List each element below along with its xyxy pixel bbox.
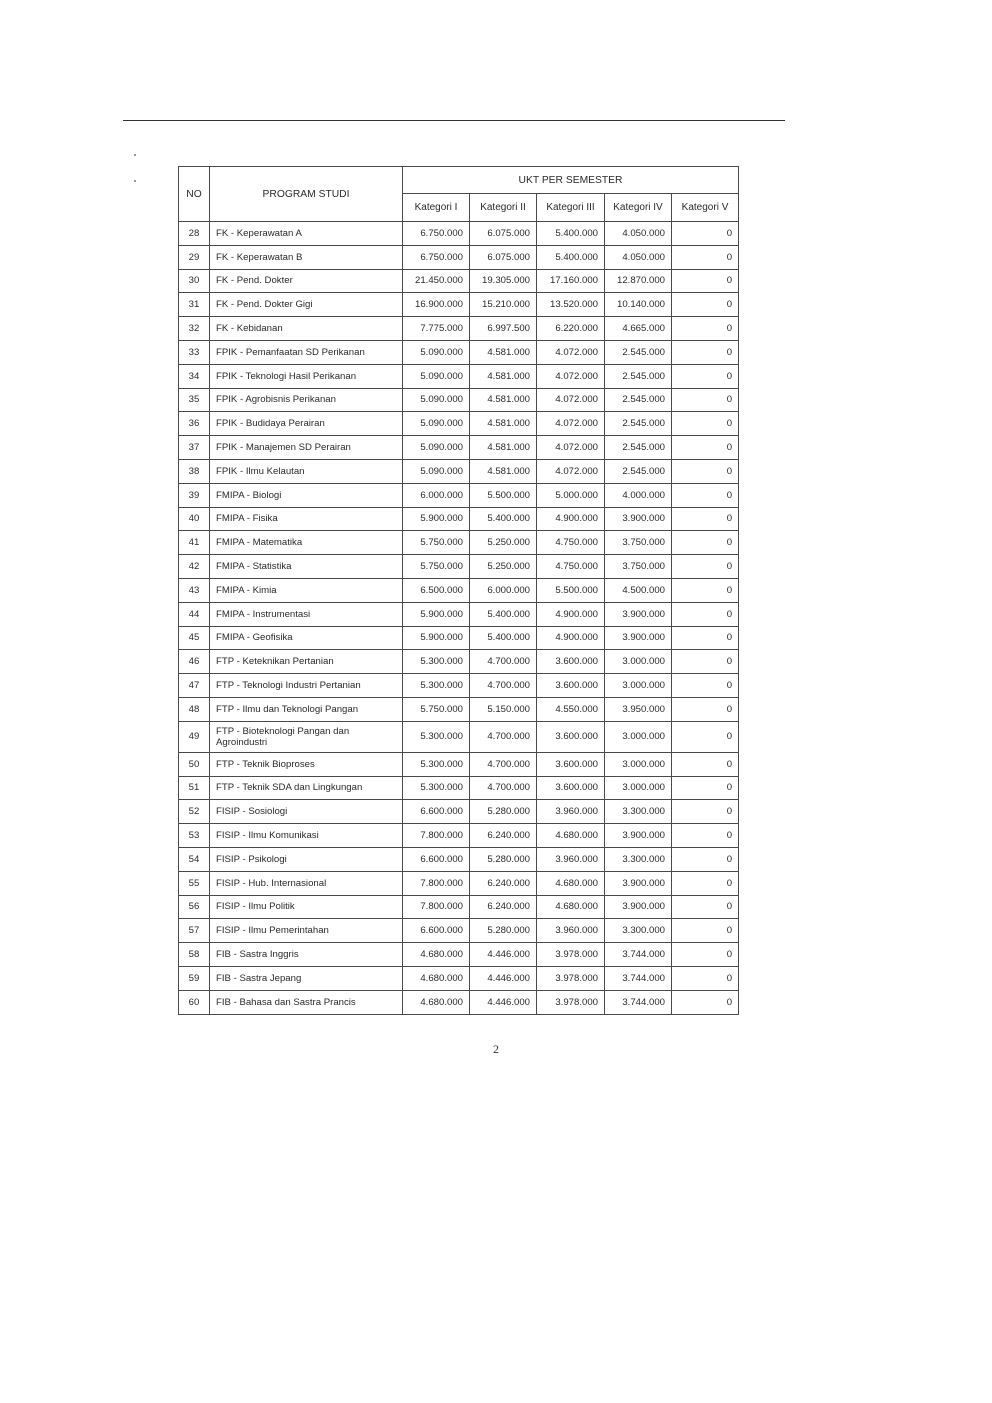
cell-kategori-2: 4.581.000: [470, 388, 537, 412]
cell-kategori-4: 3.744.000: [605, 966, 672, 990]
table-row: [179, 990, 739, 1014]
cell-kategori-1: 21.450.000: [403, 269, 470, 293]
cell-kategori-4: 3.744.000: [605, 943, 672, 967]
cell-program: FISIP - Hub. Internasional: [210, 871, 403, 895]
cell-kategori-5: 0: [672, 602, 739, 626]
cell-no: 43: [179, 578, 210, 602]
table-row: [179, 412, 739, 436]
cell-program: FTP - Teknologi Industri Pertanian: [210, 674, 403, 698]
cell-no: 38: [179, 459, 210, 483]
table-row: [179, 555, 739, 579]
cell-program: FTP - Bioteknologi Pangan dan Agroindustri: [210, 721, 403, 752]
cell-kategori-1: 5.900.000: [403, 507, 470, 531]
table-row: [179, 436, 739, 460]
cell-kategori-4: 4.665.000: [605, 317, 672, 341]
table-row: [179, 919, 739, 943]
cell-no: 39: [179, 483, 210, 507]
cell-program: FMIPA - Geofisika: [210, 626, 403, 650]
cell-kategori-2: 4.700.000: [470, 752, 537, 776]
cell-program: FK - Pend. Dokter: [210, 269, 403, 293]
cell-no: 30: [179, 269, 210, 293]
cell-kategori-1: 5.750.000: [403, 555, 470, 579]
page-number: 2: [493, 1042, 499, 1056]
cell-kategori-2: 5.280.000: [470, 919, 537, 943]
cell-no: 35: [179, 388, 210, 412]
cell-kategori-2: 19.305.000: [470, 269, 537, 293]
cell-kategori-3: 4.072.000: [537, 459, 605, 483]
cell-no: 48: [179, 697, 210, 721]
cell-no: 50: [179, 752, 210, 776]
cell-kategori-4: 2.545.000: [605, 388, 672, 412]
cell-kategori-4: 3.300.000: [605, 800, 672, 824]
header-program: PROGRAM STUDI: [210, 167, 403, 222]
cell-kategori-3: 4.900.000: [537, 602, 605, 626]
cell-kategori-1: 5.090.000: [403, 459, 470, 483]
cell-kategori-1: 5.090.000: [403, 340, 470, 364]
cell-kategori-3: 4.750.000: [537, 531, 605, 555]
cell-kategori-4: 3.000.000: [605, 674, 672, 698]
cell-program: FISIP - Ilmu Pemerintahan: [210, 919, 403, 943]
cell-kategori-4: 10.140.000: [605, 293, 672, 317]
cell-kategori-5: 0: [672, 895, 739, 919]
header-ukt-group: UKT PER SEMESTER: [403, 167, 739, 194]
cell-kategori-3: 3.978.000: [537, 990, 605, 1014]
cell-no: 28: [179, 222, 210, 246]
cell-kategori-5: 0: [672, 966, 739, 990]
table-row: [179, 721, 739, 752]
cell-kategori-1: 4.680.000: [403, 990, 470, 1014]
cell-kategori-5: 0: [672, 776, 739, 800]
table-row: [179, 388, 739, 412]
scan-speck: [134, 180, 136, 182]
cell-kategori-3: 5.400.000: [537, 245, 605, 269]
table-row: [179, 895, 739, 919]
cell-kategori-4: 2.545.000: [605, 340, 672, 364]
header-kategori-1: Kategori I: [403, 194, 470, 222]
cell-no: 36: [179, 412, 210, 436]
cell-kategori-2: 4.581.000: [470, 364, 537, 388]
cell-kategori-5: 0: [672, 412, 739, 436]
cell-kategori-3: 4.072.000: [537, 364, 605, 388]
cell-program: FMIPA - Instrumentasi: [210, 602, 403, 626]
cell-kategori-1: 5.750.000: [403, 531, 470, 555]
cell-kategori-4: 3.900.000: [605, 507, 672, 531]
cell-program: FPIK - Pemanfaatan SD Perikanan: [210, 340, 403, 364]
cell-kategori-5: 0: [672, 847, 739, 871]
cell-kategori-3: 5.400.000: [537, 222, 605, 246]
table-row: [179, 800, 739, 824]
table-row: [179, 317, 739, 341]
cell-kategori-1: 6.750.000: [403, 222, 470, 246]
cell-program: FK - Pend. Dokter Gigi: [210, 293, 403, 317]
header-kategori-2: Kategori II: [470, 194, 537, 222]
cell-kategori-2: 4.581.000: [470, 340, 537, 364]
cell-program: FISIP - Ilmu Komunikasi: [210, 824, 403, 848]
cell-kategori-5: 0: [672, 507, 739, 531]
cell-program: FIB - Sastra Jepang: [210, 966, 403, 990]
cell-kategori-4: 3.750.000: [605, 531, 672, 555]
cell-program: FISIP - Ilmu Politik: [210, 895, 403, 919]
cell-no: 58: [179, 943, 210, 967]
cell-kategori-4: 3.000.000: [605, 776, 672, 800]
cell-kategori-2: 5.400.000: [470, 602, 537, 626]
cell-program: FISIP - Sosiologi: [210, 800, 403, 824]
cell-kategori-5: 0: [672, 650, 739, 674]
cell-kategori-4: 3.900.000: [605, 824, 672, 848]
cell-no: 45: [179, 626, 210, 650]
cell-program: FK - Keperawatan A: [210, 222, 403, 246]
cell-kategori-1: 16.900.000: [403, 293, 470, 317]
cell-kategori-3: 4.680.000: [537, 871, 605, 895]
table-row: [179, 674, 739, 698]
cell-kategori-2: 4.446.000: [470, 943, 537, 967]
cell-kategori-1: 5.300.000: [403, 674, 470, 698]
cell-kategori-3: 3.600.000: [537, 752, 605, 776]
cell-kategori-4: 3.900.000: [605, 871, 672, 895]
cell-kategori-4: 3.900.000: [605, 602, 672, 626]
cell-kategori-3: 5.000.000: [537, 483, 605, 507]
cell-kategori-4: 3.000.000: [605, 721, 672, 752]
cell-kategori-2: 4.700.000: [470, 674, 537, 698]
cell-kategori-3: 4.680.000: [537, 824, 605, 848]
cell-kategori-2: 4.700.000: [470, 721, 537, 752]
table-row: [179, 340, 739, 364]
cell-kategori-3: 3.978.000: [537, 966, 605, 990]
cell-kategori-3: 3.960.000: [537, 919, 605, 943]
table-row: [179, 824, 739, 848]
cell-program: FPIK - Budidaya Perairan: [210, 412, 403, 436]
cell-kategori-2: 5.280.000: [470, 800, 537, 824]
cell-kategori-5: 0: [672, 317, 739, 341]
table-row: [179, 578, 739, 602]
cell-kategori-5: 0: [672, 674, 739, 698]
cell-kategori-4: 4.000.000: [605, 483, 672, 507]
cell-kategori-2: 15.210.000: [470, 293, 537, 317]
cell-no: 56: [179, 895, 210, 919]
cell-kategori-1: 5.090.000: [403, 436, 470, 460]
cell-kategori-5: 0: [672, 245, 739, 269]
cell-kategori-2: 6.240.000: [470, 824, 537, 848]
cell-no: 34: [179, 364, 210, 388]
cell-kategori-4: 3.900.000: [605, 895, 672, 919]
cell-program: FISIP - Psikologi: [210, 847, 403, 871]
cell-program: FPIK - Agrobisnis Perikanan: [210, 388, 403, 412]
cell-kategori-1: 7.800.000: [403, 871, 470, 895]
table-row: [179, 483, 739, 507]
cell-no: 33: [179, 340, 210, 364]
table-body: [179, 222, 739, 1015]
cell-kategori-1: 5.090.000: [403, 364, 470, 388]
cell-kategori-1: 6.500.000: [403, 578, 470, 602]
cell-kategori-4: 3.744.000: [605, 990, 672, 1014]
cell-kategori-2: 5.280.000: [470, 847, 537, 871]
cell-kategori-5: 0: [672, 222, 739, 246]
cell-kategori-2: 5.400.000: [470, 507, 537, 531]
cell-kategori-5: 0: [672, 800, 739, 824]
cell-program: FPIK - Teknologi Hasil Perikanan: [210, 364, 403, 388]
cell-kategori-4: 3.000.000: [605, 752, 672, 776]
cell-program: FMIPA - Fisika: [210, 507, 403, 531]
cell-kategori-3: 4.900.000: [537, 626, 605, 650]
table-row: [179, 697, 739, 721]
cell-program: FK - Kebidanan: [210, 317, 403, 341]
cell-program: FIB - Bahasa dan Sastra Prancis: [210, 990, 403, 1014]
ukt-table-container: [178, 166, 739, 1015]
cell-program: FMIPA - Matematika: [210, 531, 403, 555]
cell-program: FPIK - Manajemen SD Perairan: [210, 436, 403, 460]
cell-kategori-5: 0: [672, 436, 739, 460]
cell-no: 60: [179, 990, 210, 1014]
cell-no: 54: [179, 847, 210, 871]
table-row: [179, 364, 739, 388]
cell-kategori-3: 4.072.000: [537, 436, 605, 460]
table-row: [179, 293, 739, 317]
cell-kategori-3: 4.072.000: [537, 388, 605, 412]
table-row: [179, 459, 739, 483]
table-row: [179, 626, 739, 650]
header-kategori-5: Kategori V: [672, 194, 739, 222]
cell-kategori-4: 3.300.000: [605, 919, 672, 943]
cell-no: 52: [179, 800, 210, 824]
table-row: [179, 507, 739, 531]
cell-kategori-2: 6.240.000: [470, 871, 537, 895]
cell-kategori-3: 6.220.000: [537, 317, 605, 341]
cell-kategori-1: 4.680.000: [403, 943, 470, 967]
cell-kategori-5: 0: [672, 990, 739, 1014]
cell-kategori-4: 3.300.000: [605, 847, 672, 871]
cell-kategori-1: 5.750.000: [403, 697, 470, 721]
cell-kategori-3: 3.600.000: [537, 721, 605, 752]
cell-kategori-1: 5.300.000: [403, 776, 470, 800]
cell-kategori-1: 7.800.000: [403, 895, 470, 919]
table-row: [179, 776, 739, 800]
cell-program: FIB - Sastra Inggris: [210, 943, 403, 967]
cell-kategori-3: 3.600.000: [537, 776, 605, 800]
cell-kategori-5: 0: [672, 269, 739, 293]
cell-kategori-2: 6.075.000: [470, 222, 537, 246]
cell-kategori-4: 4.050.000: [605, 245, 672, 269]
cell-kategori-5: 0: [672, 364, 739, 388]
table-row: [179, 966, 739, 990]
cell-kategori-2: 6.000.000: [470, 578, 537, 602]
cell-kategori-5: 0: [672, 697, 739, 721]
cell-kategori-3: 5.500.000: [537, 578, 605, 602]
cell-no: 47: [179, 674, 210, 698]
cell-kategori-2: 6.240.000: [470, 895, 537, 919]
cell-kategori-1: 7.800.000: [403, 824, 470, 848]
cell-kategori-1: 4.680.000: [403, 966, 470, 990]
cell-kategori-5: 0: [672, 752, 739, 776]
cell-kategori-1: 6.600.000: [403, 800, 470, 824]
cell-kategori-5: 0: [672, 626, 739, 650]
cell-kategori-4: 3.900.000: [605, 626, 672, 650]
cell-kategori-5: 0: [672, 578, 739, 602]
cell-kategori-4: 4.050.000: [605, 222, 672, 246]
cell-no: 32: [179, 317, 210, 341]
cell-kategori-3: 4.072.000: [537, 340, 605, 364]
table-row: [179, 650, 739, 674]
cell-kategori-5: 0: [672, 919, 739, 943]
cell-kategori-4: 3.750.000: [605, 555, 672, 579]
cell-kategori-1: 5.900.000: [403, 626, 470, 650]
cell-kategori-2: 5.150.000: [470, 697, 537, 721]
ukt-table: [178, 166, 739, 1015]
cell-kategori-2: 4.700.000: [470, 650, 537, 674]
cell-program: FMIPA - Biologi: [210, 483, 403, 507]
cell-kategori-4: 2.545.000: [605, 436, 672, 460]
cell-no: 29: [179, 245, 210, 269]
cell-kategori-3: 17.160.000: [537, 269, 605, 293]
cell-program: FTP - Teknik Bioproses: [210, 752, 403, 776]
table-header: [179, 167, 739, 222]
cell-kategori-2: 6.075.000: [470, 245, 537, 269]
cell-kategori-3: 3.960.000: [537, 847, 605, 871]
cell-kategori-3: 4.680.000: [537, 895, 605, 919]
cell-kategori-1: 7.775.000: [403, 317, 470, 341]
cell-kategori-2: 4.700.000: [470, 776, 537, 800]
cell-kategori-2: 5.250.000: [470, 555, 537, 579]
cell-kategori-4: 3.000.000: [605, 650, 672, 674]
table-row: [179, 602, 739, 626]
cell-kategori-2: 4.446.000: [470, 966, 537, 990]
cell-program: FTP - Keteknikan Pertanian: [210, 650, 403, 674]
cell-kategori-2: 4.581.000: [470, 459, 537, 483]
table-row: [179, 531, 739, 555]
cell-kategori-3: 13.520.000: [537, 293, 605, 317]
cell-kategori-4: 2.545.000: [605, 459, 672, 483]
cell-kategori-2: 5.500.000: [470, 483, 537, 507]
cell-kategori-4: 3.950.000: [605, 697, 672, 721]
cell-kategori-3: 4.750.000: [537, 555, 605, 579]
cell-kategori-3: 3.600.000: [537, 674, 605, 698]
cell-kategori-5: 0: [672, 388, 739, 412]
cell-kategori-4: 2.545.000: [605, 412, 672, 436]
cell-kategori-1: 6.600.000: [403, 919, 470, 943]
cell-kategori-5: 0: [672, 824, 739, 848]
cell-kategori-2: 5.250.000: [470, 531, 537, 555]
cell-kategori-5: 0: [672, 721, 739, 752]
cell-kategori-1: 5.300.000: [403, 721, 470, 752]
cell-kategori-3: 4.072.000: [537, 412, 605, 436]
table-row: [179, 245, 739, 269]
header-kategori-4: Kategori IV: [605, 194, 672, 222]
cell-program: FMIPA - Statistika: [210, 555, 403, 579]
cell-kategori-4: 2.545.000: [605, 364, 672, 388]
cell-no: 37: [179, 436, 210, 460]
cell-no: 53: [179, 824, 210, 848]
cell-kategori-2: 6.997.500: [470, 317, 537, 341]
cell-no: 44: [179, 602, 210, 626]
table-row: [179, 269, 739, 293]
cell-kategori-3: 3.960.000: [537, 800, 605, 824]
table-row: [179, 847, 739, 871]
cell-no: 46: [179, 650, 210, 674]
cell-kategori-5: 0: [672, 555, 739, 579]
cell-kategori-1: 6.600.000: [403, 847, 470, 871]
cell-kategori-4: 4.500.000: [605, 578, 672, 602]
cell-kategori-3: 3.978.000: [537, 943, 605, 967]
cell-kategori-2: 4.446.000: [470, 990, 537, 1014]
cell-kategori-5: 0: [672, 871, 739, 895]
table-row: [179, 943, 739, 967]
cell-kategori-4: 12.870.000: [605, 269, 672, 293]
cell-no: 55: [179, 871, 210, 895]
cell-kategori-5: 0: [672, 531, 739, 555]
cell-program: FK - Keperawatan B: [210, 245, 403, 269]
cell-no: 31: [179, 293, 210, 317]
cell-no: 51: [179, 776, 210, 800]
cell-no: 49: [179, 721, 210, 752]
cell-no: 42: [179, 555, 210, 579]
cell-kategori-5: 0: [672, 943, 739, 967]
cell-no: 59: [179, 966, 210, 990]
header-kategori-3: Kategori III: [537, 194, 605, 222]
cell-kategori-1: 6.750.000: [403, 245, 470, 269]
cell-kategori-3: 4.550.000: [537, 697, 605, 721]
cell-program: FTP - Ilmu dan Teknologi Pangan: [210, 697, 403, 721]
cell-kategori-2: 5.400.000: [470, 626, 537, 650]
cell-kategori-1: 5.900.000: [403, 602, 470, 626]
scan-speck: [134, 154, 136, 156]
cell-kategori-1: 6.000.000: [403, 483, 470, 507]
cell-kategori-5: 0: [672, 340, 739, 364]
cell-program: FMIPA - Kimia: [210, 578, 403, 602]
cell-kategori-3: 4.900.000: [537, 507, 605, 531]
cell-program: FTP - Teknik SDA dan Lingkungan: [210, 776, 403, 800]
cell-program: FPIK - Ilmu Kelautan: [210, 459, 403, 483]
table-row: [179, 222, 739, 246]
table-row: [179, 752, 739, 776]
cell-kategori-2: 4.581.000: [470, 436, 537, 460]
top-rule: [123, 120, 785, 121]
cell-kategori-1: 5.300.000: [403, 752, 470, 776]
cell-no: 40: [179, 507, 210, 531]
cell-kategori-2: 4.581.000: [470, 412, 537, 436]
cell-kategori-1: 5.090.000: [403, 412, 470, 436]
cell-kategori-5: 0: [672, 459, 739, 483]
cell-kategori-1: 5.090.000: [403, 388, 470, 412]
cell-kategori-5: 0: [672, 483, 739, 507]
cell-no: 57: [179, 919, 210, 943]
cell-kategori-1: 5.300.000: [403, 650, 470, 674]
cell-kategori-5: 0: [672, 293, 739, 317]
table-row: [179, 871, 739, 895]
cell-no: 41: [179, 531, 210, 555]
cell-kategori-3: 3.600.000: [537, 650, 605, 674]
header-no: NO: [179, 167, 210, 222]
